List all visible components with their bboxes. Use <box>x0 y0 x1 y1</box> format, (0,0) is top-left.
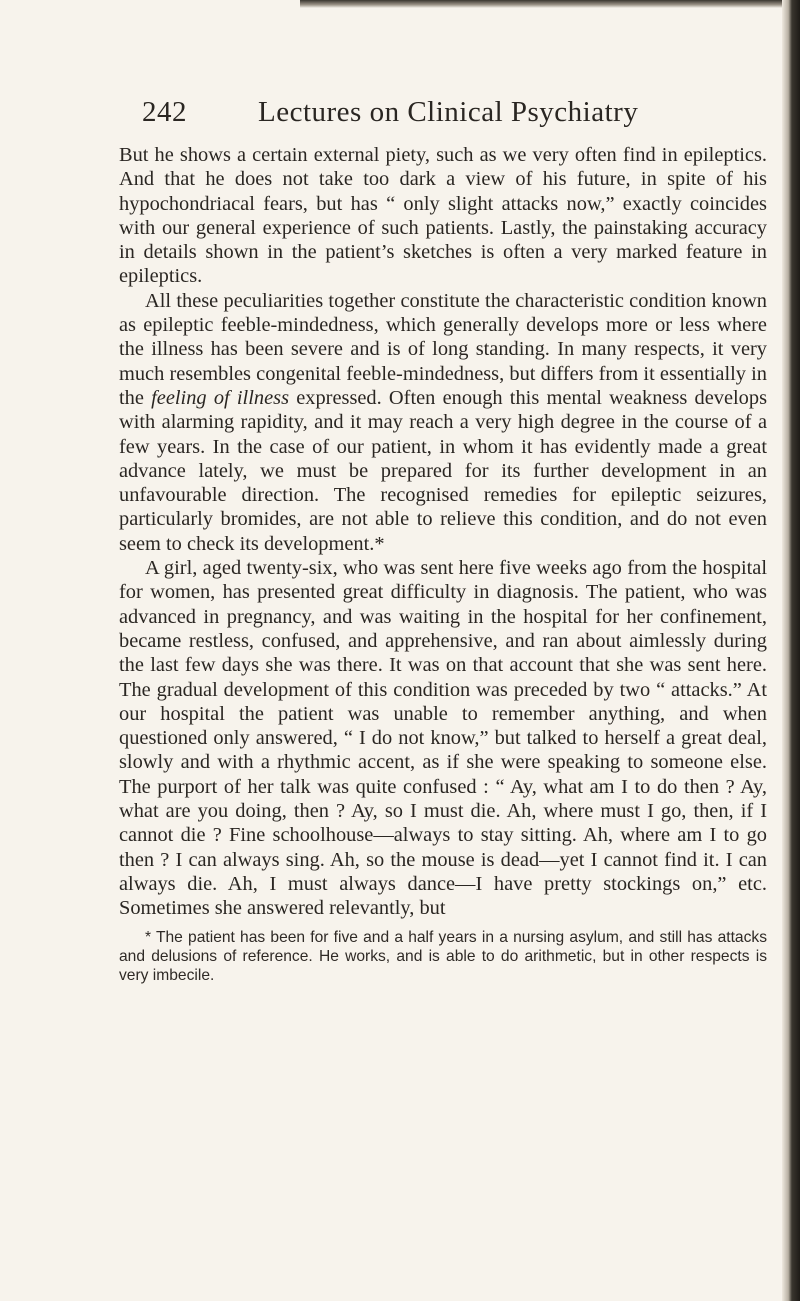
running-header <box>142 96 662 136</box>
body-text <box>119 143 767 985</box>
paragraph-1-text: But he shows a certain external piety, such as we very often find in epileptics. And that he does not take too dark a view of his future, in spite of his hypochondriacal fears, but has “ only slight attacks now,” exactly coincides with our general experience of such patients. Lastly, the painstaking accuracy in details shown in the patient’s sketches is often a very marked feature in epileptics. <box>119 144 767 288</box>
paragraph-2-text-a: All these peculiarities together constitute the characteristic condition known as epileptic feeble-mindedness, which generally develops more or less where the illness has been severe and is of long standing. In many respects, it very much resembles congenital feeble-mindedness, but differs from it essentially in the <box>119 289 767 409</box>
paragraph-3 <box>119 556 767 920</box>
running-title: Lectures on Clinical Psychiatry <box>258 96 639 128</box>
page-top-shadow <box>300 0 800 8</box>
paragraph-2 <box>119 289 767 556</box>
paragraph-1 <box>119 143 767 289</box>
page-edge-shadow <box>782 0 800 1301</box>
paragraph-3-text: A girl, aged twenty-six, who was sent here five weeks ago from the hospital for women, has presented great difficulty in diagnosis. The patient, who was advanced in pregnancy, and was waiting in the hospital for her confinement, became restless, confused, and apprehensive, and ran about aimlessly during the last few days she was there. It was on that account that she was sent here. The gradual development of this condition was preceded by two “ attacks.” At our hospital the patient was unable to remember anything, and when questioned only answered, “ I do not know,” but talked to herself a great deal, slowly and with a rhythmic accent, as if she were speaking to someone else. The purport of her talk was quite confused : “ Ay, what am I to do then ? Ay, what are you doing, then ? Ay, so I must die. Ah, where must I go, then, if I cannot die ? Fine schoolhouse—always to stay sitting. Ah, where am I to go then ? I can always sing. Ah, so the mouse is dead—yet I cannot find it. I can always die. Ah, I must always dance—I have pretty stockings on,” etc. Sometimes she answered relevantly, but <box>119 557 767 920</box>
paragraph-2-text-b: expressed. Often enough this mental weakness develops with alarming rapidity, and it may reach a very high degree in the course of a few years. In the case of our patient, in whom it has evidently made a great advance lately, we must be prepared for its further development in an unfavourable direction. The recognised remedies for epileptic seizures, particularly bromides, are not able to relieve this condition, and do not even seem to check its development.* <box>119 386 768 555</box>
footnote: * The patient has been for five and a half years in a nursing asylum, and still has attacks and delusions of reference. He works, and is able to do arithmetic, but in other respects is very imbecile. <box>119 928 767 984</box>
paragraph-2-italic: feeling of illness <box>151 386 290 409</box>
page-number: 242 <box>142 96 187 128</box>
